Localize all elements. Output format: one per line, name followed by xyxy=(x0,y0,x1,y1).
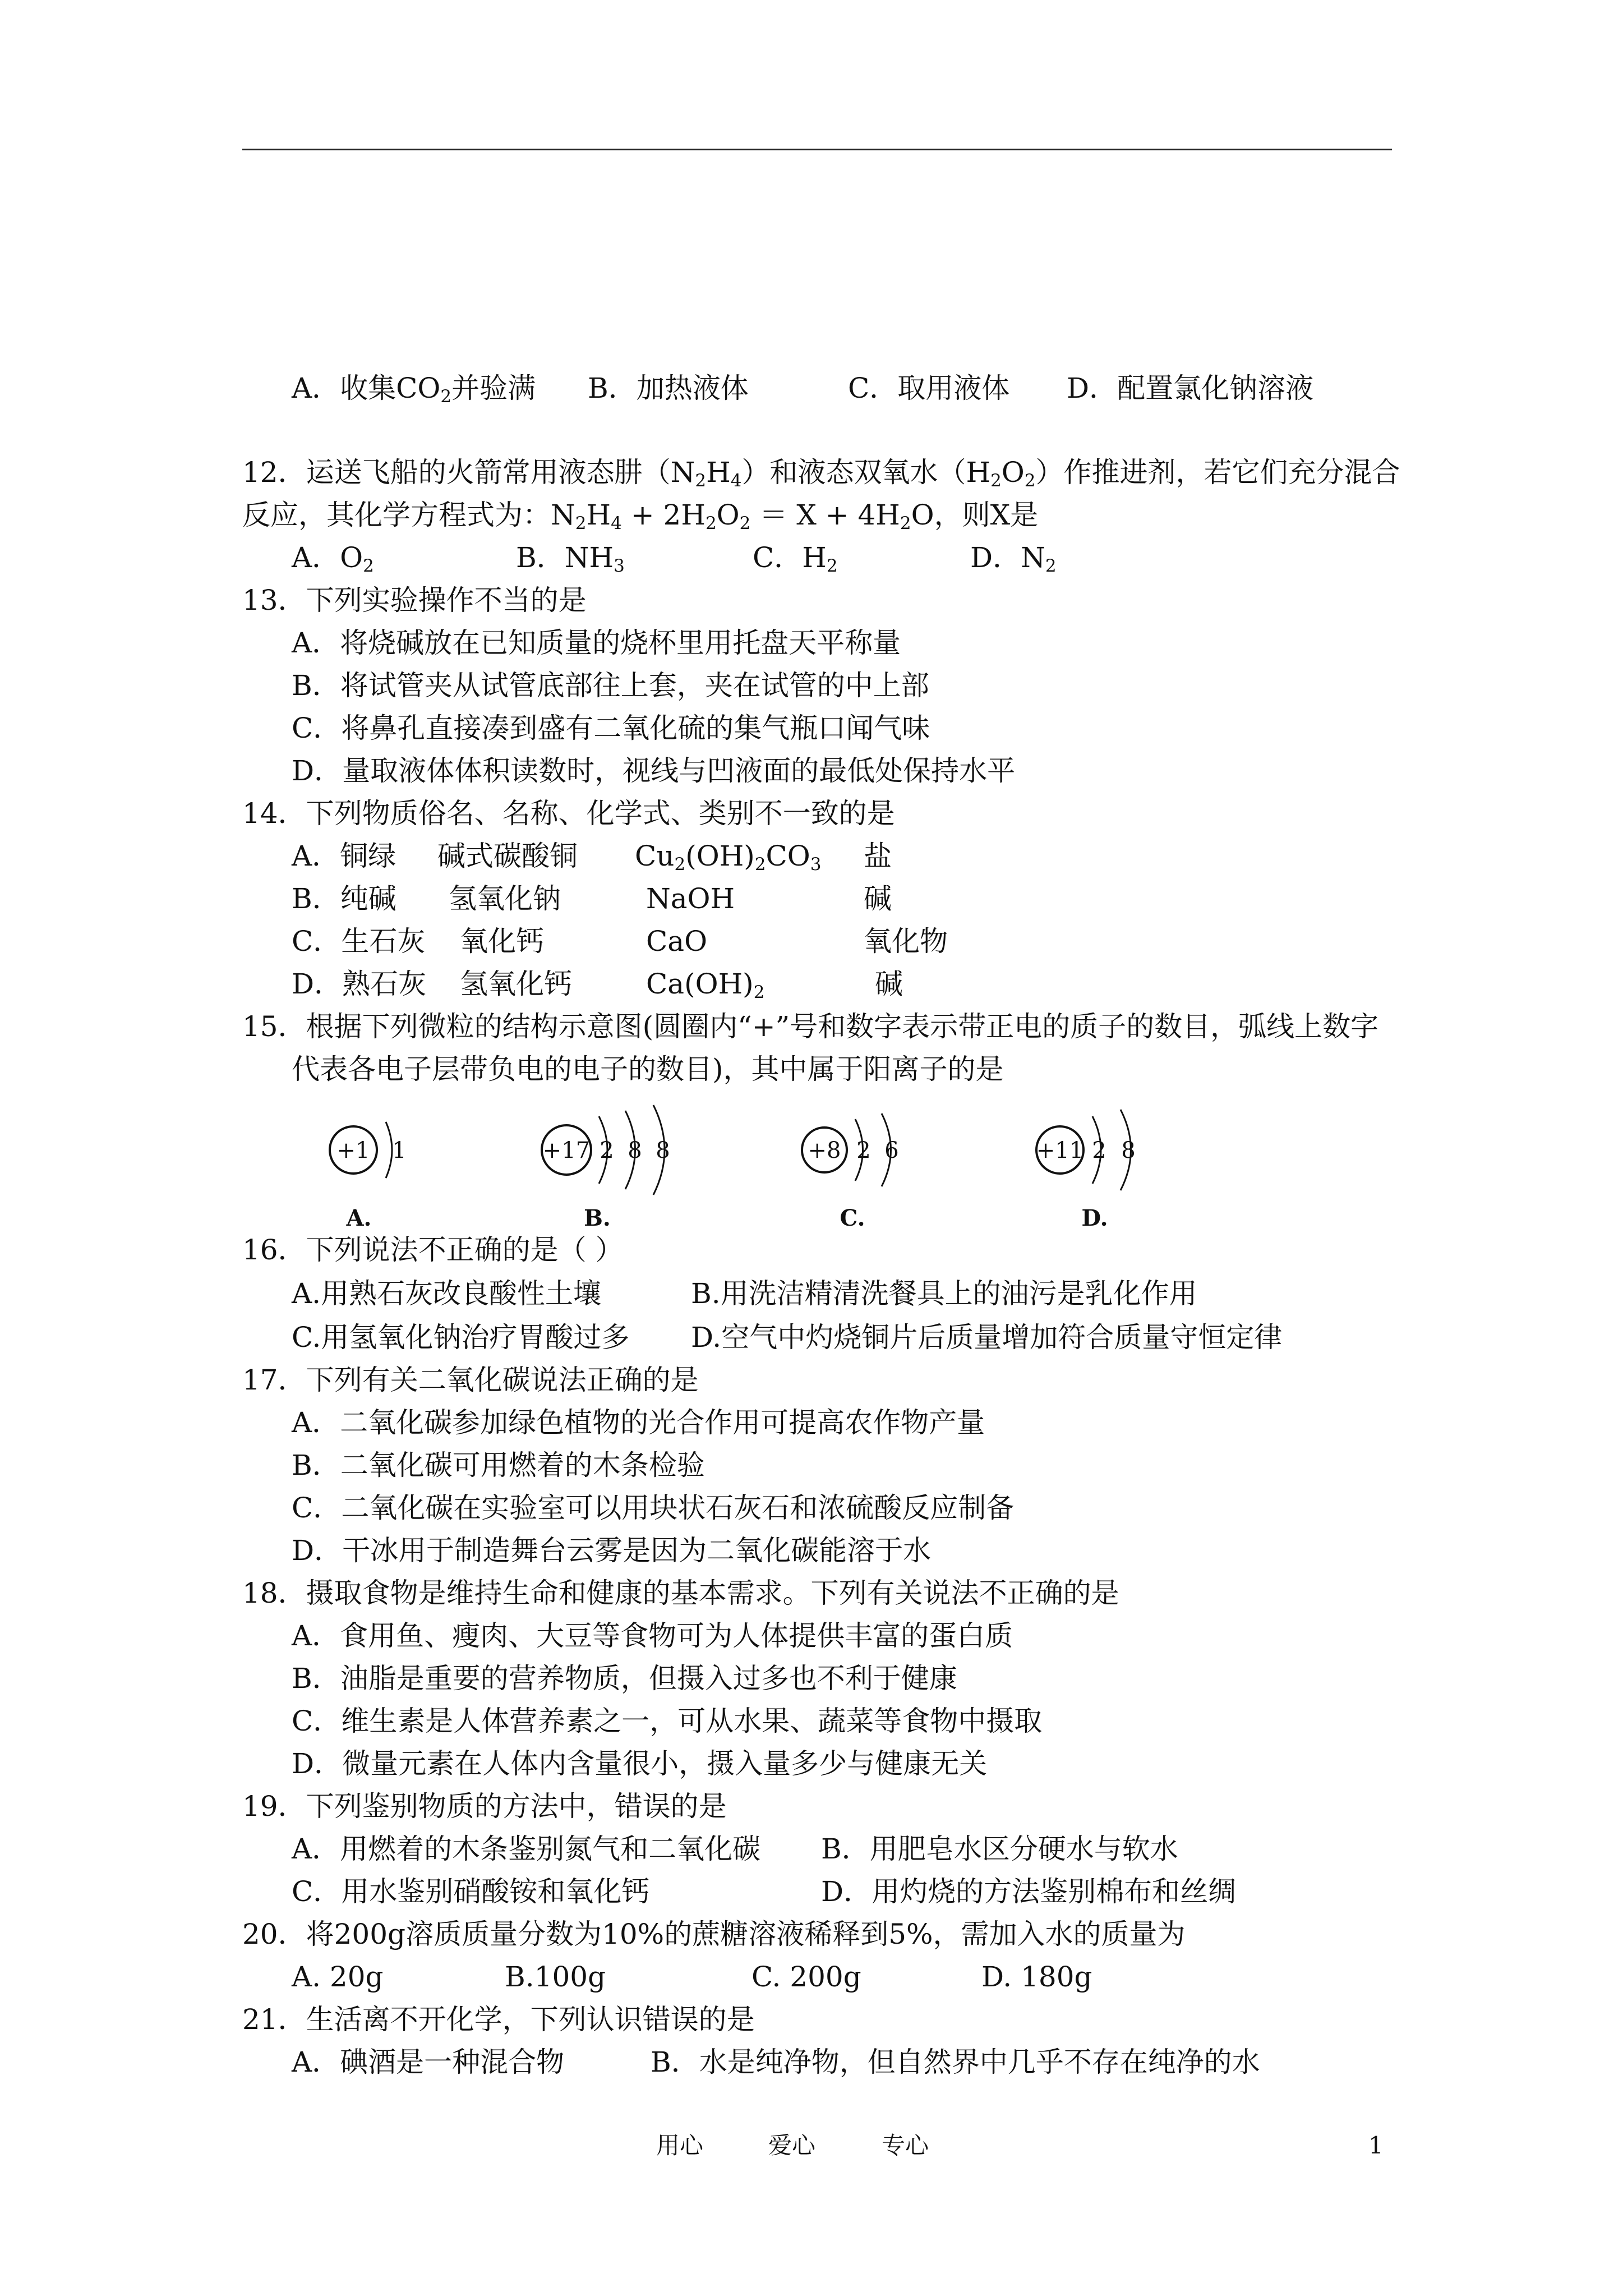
particle-a xyxy=(330,1122,407,1231)
q19-option-b: B．用肥皂水区分硬水与软水 xyxy=(821,1833,1178,1865)
q14-row-a: A．铜绿 碱式碳酸铜 $Cu_2(OH)_2CO_3$ 盐 xyxy=(292,840,892,875)
q11-options xyxy=(292,371,1413,405)
footer-word-1: 用心 xyxy=(656,2132,704,2159)
q21-option-b: B．水是纯净物，但自然界中几乎不存在纯净的水 xyxy=(651,2046,1260,2078)
q11-option-d: D．配置氯化钠溶液 xyxy=(1067,372,1314,404)
particle-c-shell-1: 2 xyxy=(856,1138,871,1163)
q19-options-row1 xyxy=(292,1832,1413,1866)
q18-option-b: B．油脂是重要的营养物质，但摄入过多也不利于健康 xyxy=(292,1662,957,1695)
q11-option-a: A．收集$CO_2$并验满 xyxy=(292,372,536,407)
particle-diagrams-svg xyxy=(314,1094,1223,1234)
q21-option-a: A．碘酒是一种混合物 xyxy=(292,2046,565,2078)
q17-option-d: D．干冰用于制造舞台云雾是因为二氧化碳能溶于水 xyxy=(292,1534,932,1567)
particle-d-nucleus: +11 xyxy=(1036,1138,1084,1163)
q20-options xyxy=(292,1960,1245,1994)
q11-option-b: B．加热液体 xyxy=(588,372,749,404)
footer-word-3: 专心 xyxy=(882,2132,929,2159)
particle-c-label: C. xyxy=(840,1205,865,1231)
q15-stem-line1: 15．根据下列微粒的结构示意图(圆圈内“+”号和数字表示带正电的质子的数目，弧线上数字 xyxy=(242,1010,1379,1043)
particle-a-shell-1: 1 xyxy=(392,1138,407,1163)
q19-stem: 19．下列鉴别物质的方法中，错误的是 xyxy=(242,1790,727,1823)
particle-b-shell-2: 8 xyxy=(628,1138,642,1163)
q20-option-a: A. 20g xyxy=(292,1961,384,1993)
q17-option-c: C．二氧化碳在实验室可以用块状石灰石和浓硫酸反应制备 xyxy=(292,1492,1015,1524)
q12-option-c: C．$H_2$ xyxy=(753,541,838,576)
particle-d xyxy=(1036,1110,1136,1231)
q21-options-row1 xyxy=(292,2045,1413,2079)
q13-option-b: B．将试管夹从试管底部往上套，夹在试管的中上部 xyxy=(292,669,929,702)
q16-options-row2 xyxy=(292,1320,1413,1354)
particle-b-label: B. xyxy=(584,1205,611,1231)
q14-row-b: B．纯碱 氢氧化钠 NaOH 碱 xyxy=(292,882,892,915)
q16-option-b: B.用洗洁精清洗餐具上的油污是乳化作用 xyxy=(691,1277,1197,1310)
particle-b xyxy=(542,1105,670,1231)
particle-b-nucleus: +17 xyxy=(542,1138,591,1163)
q16-options-row1 xyxy=(292,1277,1413,1310)
q16-option-d: D.空气中灼烧铜片后质量增加符合质量守恒定律 xyxy=(691,1321,1283,1354)
q12-options xyxy=(292,541,1189,574)
particle-a-nucleus: +1 xyxy=(336,1138,370,1163)
particle-c-nucleus: +8 xyxy=(808,1138,841,1163)
q16-option-a: A.用熟石灰改良酸性土壤 xyxy=(292,1277,602,1310)
particle-structure-diagrams xyxy=(314,1094,1223,1234)
q13-option-d: D．量取液体体积读数时，视线与凹液面的最低处保持水平 xyxy=(292,754,1016,787)
q19-option-d: D．用灼烧的方法鉴别棉布和丝绸 xyxy=(821,1875,1237,1908)
q18-option-c: C．维生素是人体营养素之一，可从水果、蔬菜等食物中摄取 xyxy=(292,1705,1043,1737)
q21-stem: 21．生活离不开化学，下列认识错误的是 xyxy=(242,2003,755,2036)
q12-option-b: B．$NH_3$ xyxy=(516,541,625,576)
q19-option-c: C．用水鉴别硝酸铵和氧化钙 xyxy=(292,1875,650,1908)
q14-row-c: C．生石灰 氧化钙 CaO 氧化物 xyxy=(292,925,948,958)
q13-stem: 13．下列实验操作不当的是 xyxy=(242,584,587,616)
q12-stem-line1: 12．运送飞船的火箭常用液态肼$(N_2H_4)$和液态双氧水$(H_2O_2)$作推进剂，若它们充分混合 xyxy=(242,456,1400,491)
footer-word-2: 爱心 xyxy=(768,2132,816,2159)
q13-option-c: C．将鼻孔直接凑到盛有二氧化硫的集气瓶口闻气味 xyxy=(292,712,930,744)
particle-b-shell-3: 8 xyxy=(656,1138,670,1163)
particle-d-label: D. xyxy=(1081,1205,1108,1231)
particle-a-label: A. xyxy=(346,1205,372,1231)
q20-option-b: B.100g xyxy=(505,1961,606,1993)
q16-stem: 16．下列说法不正确的是（ ） xyxy=(242,1234,624,1266)
q20-option-d: D. 180g xyxy=(981,1961,1092,1993)
particle-c-shell-2: 6 xyxy=(884,1138,899,1163)
particle-d-shell-1: 2 xyxy=(1092,1138,1106,1163)
q16-option-c: C.用氢氧化钠治疗胃酸过多 xyxy=(292,1321,630,1354)
q11-option-c: C．取用液体 xyxy=(848,372,1010,404)
q13-option-a: A．将烧碱放在已知质量的烧杯里用托盘天平称量 xyxy=(292,627,901,659)
q15-stem-line2: 代表各电子层带负电的电子的数目)，其中属于阳离子的是 xyxy=(292,1053,1004,1085)
q19-options-row2 xyxy=(292,1875,1413,1908)
q18-stem: 18．摄取食物是维持生命和健康的基本需求。下列有关说法不正确的是 xyxy=(242,1577,1119,1609)
q17-stem: 17．下列有关二氧化碳说法正确的是 xyxy=(242,1364,699,1396)
q14-row-d: D．熟石灰 氢氧化钙 $Ca(OH)_2$ 碱 xyxy=(292,968,903,1002)
q17-option-b: B．二氧化碳可用燃着的木条检验 xyxy=(292,1449,705,1481)
header-rule xyxy=(242,149,1392,150)
q12-option-d: D．$N_2$ xyxy=(970,541,1057,576)
q17-option-a: A．二氧化碳参加绿色植物的光合作用可提高农作物产量 xyxy=(292,1406,985,1439)
q14-stem: 14．下列物质俗名、名称、化学式、类别不一致的是 xyxy=(242,797,895,830)
q20-option-c: C. 200g xyxy=(751,1961,861,1993)
q18-option-a: A．食用鱼、瘦肉、大豆等食物可为人体提供丰富的蛋白质 xyxy=(292,1619,1013,1652)
q12-option-a: A．$O_2$ xyxy=(292,541,374,576)
particle-b-shell-1: 2 xyxy=(600,1138,614,1163)
q19-option-a: A．用燃着的木条鉴别氮气和二氧化碳 xyxy=(292,1833,761,1865)
q20-stem: 20．将200g溶质质量分数为10%的蔗糖溶液稀释到5%，需加入水的质量为 xyxy=(242,1918,1186,1950)
q12-stem-line2: 反应，其化学方程式为：$N_2H_4 + 2H_2O_2 = X + 4H_2O$，则X是 xyxy=(242,499,1039,533)
particle-c xyxy=(802,1114,899,1231)
particle-d-shell-2: 8 xyxy=(1121,1138,1136,1163)
page-number: 1 xyxy=(1368,2132,1384,2159)
q18-option-d: D．微量元素在人体内含量很小，摄入量多少与健康无关 xyxy=(292,1747,988,1780)
